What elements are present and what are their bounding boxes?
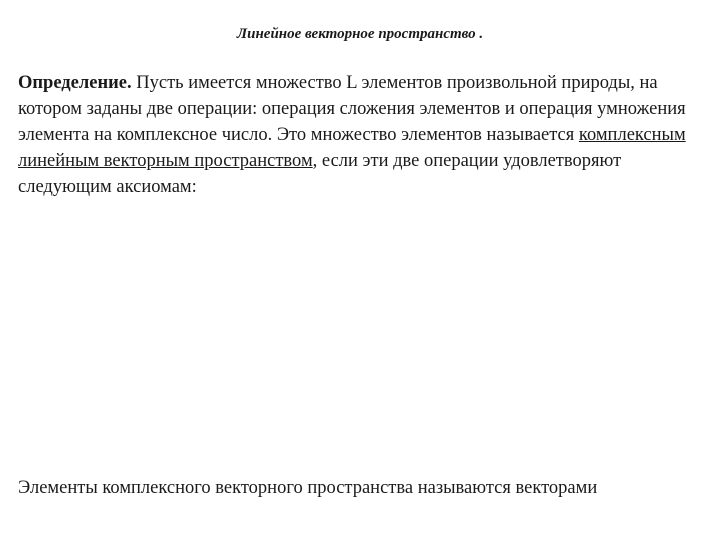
definition-text-start: Пусть имеется множество L элементов произвольной природы, на котором заданы две операции: операция сложения элементов и операция умножения элемента на комплексное число. Это множество элементов называется <box>18 73 686 145</box>
vectors-statement: Элементы комплексного векторного пространства называются векторами <box>18 478 598 498</box>
definition-text-end: , если эти две операции удовлетворяют следующим аксиомам: <box>18 151 622 197</box>
definition-underlined-phrase: комплексным линейным векторным пространством <box>18 125 686 171</box>
page-title: Линейное векторное пространство . <box>236 26 484 42</box>
definition-term: Определение. <box>18 73 132 93</box>
definition-paragraph <box>18 70 708 200</box>
